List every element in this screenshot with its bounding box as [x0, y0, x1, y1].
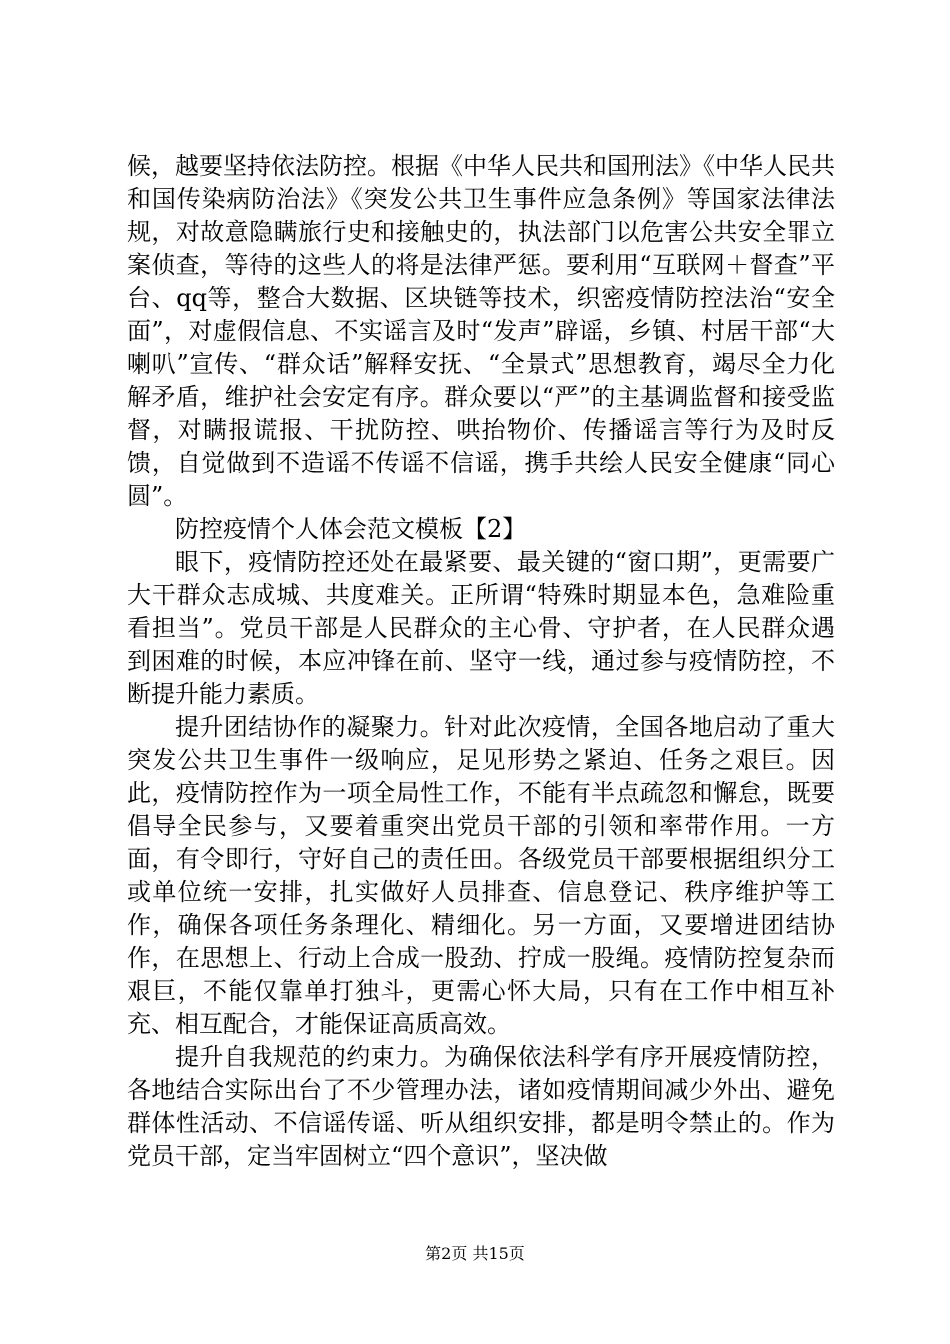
page-footer: [0, 1244, 950, 1264]
document-body: [127, 150, 835, 1173]
paragraph-continuation: 候，越要坚持依法防控。根据《中华人民共和国刑法》《中华人民共和国传染病防治法》《突发公共卫生事件应急条例》等国家法律法规，对故意隐瞒旅行史和接触史的，执法部门以危害公共安全罪立案侦查，等待的这些人的将是法律严惩。要利用“互联网＋督查”平台、qq等，整合大数据、区块链等技术，织密疫情防控法治“安全面”，对虚假信息、不实谣言及时“发声”辟谣，乡镇、村居干部“大喇叭”宣传、“群众话”解释安抚、“全景式”思想教育，竭尽全力化解矛盾，维护社会安定有序。群众要以“严”的主基调监督和接受监督，对瞒报谎报、干扰防控、哄抬物价、传播谣言等行为及时反馈，自觉做到不造谣不传谣不信谣，携手共绘人民安全健康“同心圆”。: [127, 152, 835, 510]
paragraph: 提升团结协作的凝聚力。针对此次疫情，全国各地启动了重大突发公共卫生事件一级响应，足见形势之紧迫、任务之艰巨。因此，疫情防控作为一项全局性工作，不能有半点疏忽和懈怠，既要倡导全民参与，又要着重突出党员干部的引领和率带作用。一方面，有令即行，守好自己的责任田。各级党员干部要根据组织分工或单位统一安排，扎实做好人员排查、信息登记、秩序维护等工作，确保各项任务条理化、精细化。另一方面，又要增进团结协作，在思想上、行动上合成一股劲、拧成一股绳。疫情防控复杂而艰巨，不能仅靠单打独斗，更需心怀大局，只有在工作中相互补充、相互配合，才能保证高质高效。: [127, 713, 835, 1038]
paragraph: 眼下，疫情防控还处在最紧要、最关键的“窗口期”，更需要广大干群众志成城、共度难关。正所谓“特殊时期显本色，急难险重看担当”。党员干部是人民群众的主心骨、守护者，在人民群众遇到困难的时候，本应冲锋在前、坚守一线，通过参与疫情防控，不断提升能力素质。: [127, 548, 835, 708]
page-number: 第2页 共15页: [425, 1244, 525, 1263]
paragraph: 提升自我规范的约束力。为确保依法科学有序开展疫情防控，各地结合实际出台了不少管理办法，诸如疫情期间减少外出、避免群体性活动、不信谣传谣、听从组织安排，都是明令禁止的。作为党员干部，定当牢固树立“四个意识”，坚决做: [127, 1043, 835, 1170]
section-heading: 防控疫情个人体会范文模板【2】: [175, 515, 527, 543]
